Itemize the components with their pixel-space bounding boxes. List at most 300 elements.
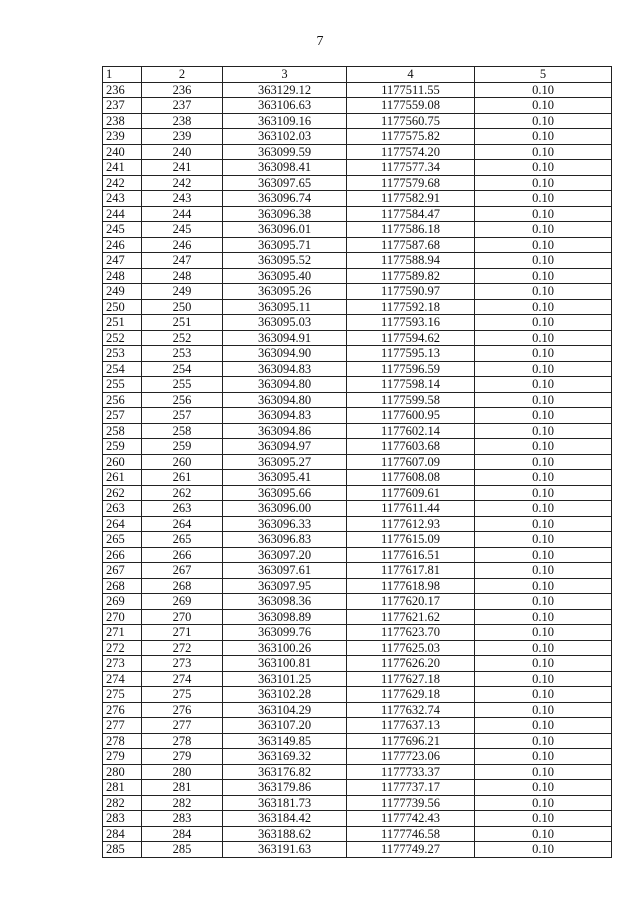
table-cell: 251 <box>103 315 142 331</box>
table-cell: 0.10 <box>475 439 612 455</box>
table-cell: 1177609.61 <box>347 485 475 501</box>
table-cell: 363184.42 <box>223 811 347 827</box>
table-cell: 363094.83 <box>223 361 347 377</box>
table-cell: 0.10 <box>475 237 612 253</box>
table-row <box>103 702 612 718</box>
table-cell: 363098.36 <box>223 594 347 610</box>
table-row <box>103 330 612 346</box>
table-cell: 1177723.06 <box>347 749 475 765</box>
table-cell: 270 <box>103 609 142 625</box>
table-cell: 363098.89 <box>223 609 347 625</box>
table-cell: 282 <box>142 795 223 811</box>
table-cell: 1177592.18 <box>347 299 475 315</box>
table-cell: 1177626.20 <box>347 656 475 672</box>
table-cell: 253 <box>103 346 142 362</box>
table-cell: 276 <box>103 702 142 718</box>
table-cell: 261 <box>103 470 142 486</box>
table-cell: 0.10 <box>475 346 612 362</box>
table-cell: 272 <box>142 640 223 656</box>
table-cell: 0.10 <box>475 144 612 160</box>
table-cell: 0.10 <box>475 392 612 408</box>
table-cell: 363149.85 <box>223 733 347 749</box>
table-cell: 265 <box>142 532 223 548</box>
table-cell: 1177612.93 <box>347 516 475 532</box>
table-row <box>103 625 612 641</box>
table-cell: 254 <box>142 361 223 377</box>
table-cell: 280 <box>142 764 223 780</box>
table-cell: 256 <box>103 392 142 408</box>
table-row <box>103 377 612 393</box>
table-cell: 0.10 <box>475 129 612 145</box>
table-cell: 0.10 <box>475 656 612 672</box>
table-cell: 0.10 <box>475 113 612 129</box>
table-cell: 363094.97 <box>223 439 347 455</box>
table-cell: 1177746.58 <box>347 826 475 842</box>
table-cell: 0.10 <box>475 563 612 579</box>
table-cell: 363097.20 <box>223 547 347 563</box>
table-cell: 1177616.51 <box>347 547 475 563</box>
table-cell: 243 <box>103 191 142 207</box>
table-header-row <box>103 67 612 83</box>
table-cell: 0.10 <box>475 175 612 191</box>
table-row <box>103 687 612 703</box>
table-cell: 363095.03 <box>223 315 347 331</box>
table-cell: 0.10 <box>475 578 612 594</box>
table-row <box>103 299 612 315</box>
table-cell: 285 <box>142 842 223 858</box>
table-cell: 0.10 <box>475 206 612 222</box>
table-cell: 247 <box>103 253 142 269</box>
table-cell: 250 <box>103 299 142 315</box>
table-cell: 1177588.94 <box>347 253 475 269</box>
table-cell: 280 <box>103 764 142 780</box>
table-cell: 0.10 <box>475 718 612 734</box>
table-cell: 0.10 <box>475 625 612 641</box>
table-cell: 0.10 <box>475 191 612 207</box>
table-cell: 1177579.68 <box>347 175 475 191</box>
table-cell: 0.10 <box>475 733 612 749</box>
table-cell: 0.10 <box>475 330 612 346</box>
table-cell: 1177737.17 <box>347 780 475 796</box>
table-cell: 283 <box>103 811 142 827</box>
table-cell: 1177632.74 <box>347 702 475 718</box>
table-cell: 0.10 <box>475 532 612 548</box>
table-cell: 0.10 <box>475 826 612 842</box>
table-cell: 277 <box>103 718 142 734</box>
table-cell: 1177589.82 <box>347 268 475 284</box>
table-cell: 363101.25 <box>223 671 347 687</box>
table-row <box>103 718 612 734</box>
table-cell: 1177584.47 <box>347 206 475 222</box>
table-cell: 1177627.18 <box>347 671 475 687</box>
table-cell: 363095.71 <box>223 237 347 253</box>
table-row <box>103 392 612 408</box>
table-cell: 284 <box>103 826 142 842</box>
table-cell: 267 <box>142 563 223 579</box>
table-cell: 363094.83 <box>223 408 347 424</box>
table-cell: 363107.20 <box>223 718 347 734</box>
table-cell: 244 <box>142 206 223 222</box>
table-row <box>103 408 612 424</box>
table-row <box>103 253 612 269</box>
table-row <box>103 671 612 687</box>
table-cell: 240 <box>103 144 142 160</box>
table-row <box>103 516 612 532</box>
table-cell: 363181.73 <box>223 795 347 811</box>
table-cell: 242 <box>103 175 142 191</box>
table-cell: 267 <box>103 563 142 579</box>
table-cell: 282 <box>103 795 142 811</box>
table-cell: 1177598.14 <box>347 377 475 393</box>
table-cell: 1177608.08 <box>347 470 475 486</box>
table-cell: 1177615.09 <box>347 532 475 548</box>
table-cell: 1177621.62 <box>347 609 475 625</box>
table-cell: 264 <box>142 516 223 532</box>
table-cell: 363096.01 <box>223 222 347 238</box>
table-cell: 363099.59 <box>223 144 347 160</box>
table-cell: 363106.63 <box>223 98 347 114</box>
table-cell: 1177749.27 <box>347 842 475 858</box>
table-cell: 1177742.43 <box>347 811 475 827</box>
table-cell: 252 <box>142 330 223 346</box>
table-cell: 1177577.34 <box>347 160 475 176</box>
table-cell: 0.10 <box>475 470 612 486</box>
table-cell: 363176.82 <box>223 764 347 780</box>
table-cell: 263 <box>103 501 142 517</box>
table-cell: 262 <box>103 485 142 501</box>
table-row <box>103 578 612 594</box>
table-cell: 255 <box>103 377 142 393</box>
table-cell: 363188.62 <box>223 826 347 842</box>
table-cell: 0.10 <box>475 454 612 470</box>
table-row <box>103 532 612 548</box>
table-cell: 249 <box>103 284 142 300</box>
table-cell: 245 <box>103 222 142 238</box>
table-cell: 1177696.21 <box>347 733 475 749</box>
table-cell: 0.10 <box>475 516 612 532</box>
table-cell: 1177599.58 <box>347 392 475 408</box>
table-row <box>103 268 612 284</box>
table-row <box>103 222 612 238</box>
table-row <box>103 191 612 207</box>
table-cell: 1177617.81 <box>347 563 475 579</box>
table-row <box>103 237 612 253</box>
table-row <box>103 284 612 300</box>
table-cell: 0.10 <box>475 315 612 331</box>
table-cell: 263 <box>142 501 223 517</box>
table-row <box>103 811 612 827</box>
table-row <box>103 780 612 796</box>
table-row <box>103 113 612 129</box>
table-cell: 241 <box>142 160 223 176</box>
coordinates-table <box>102 66 612 858</box>
table-cell: 260 <box>142 454 223 470</box>
table-cell: 363096.33 <box>223 516 347 532</box>
table-cell: 249 <box>142 284 223 300</box>
table-cell: 1177590.97 <box>347 284 475 300</box>
table-cell: 271 <box>103 625 142 641</box>
table-cell: 262 <box>142 485 223 501</box>
table-row <box>103 547 612 563</box>
table-cell: 246 <box>142 237 223 253</box>
table-cell: 363097.95 <box>223 578 347 594</box>
table-cell: 1177620.17 <box>347 594 475 610</box>
table-cell: 0.10 <box>475 423 612 439</box>
table-cell: 363095.52 <box>223 253 347 269</box>
table-cell: 1177625.03 <box>347 640 475 656</box>
table-cell: 0.10 <box>475 299 612 315</box>
table-cell: 0.10 <box>475 485 612 501</box>
table-cell: 0.10 <box>475 377 612 393</box>
table-cell: 363096.74 <box>223 191 347 207</box>
table-cell: 1177629.18 <box>347 687 475 703</box>
table-cell: 275 <box>142 687 223 703</box>
table-cell: 245 <box>142 222 223 238</box>
table-cell: 251 <box>142 315 223 331</box>
table-row <box>103 485 612 501</box>
table-cell: 0.10 <box>475 547 612 563</box>
table-cell: 1177559.08 <box>347 98 475 114</box>
table-cell: 246 <box>103 237 142 253</box>
table-cell: 266 <box>142 547 223 563</box>
table-cell: 248 <box>142 268 223 284</box>
table-cell: 1177602.14 <box>347 423 475 439</box>
table-cell: 1177575.82 <box>347 129 475 145</box>
table-cell: 273 <box>142 656 223 672</box>
table-cell: 363097.61 <box>223 563 347 579</box>
table-cell: 261 <box>142 470 223 486</box>
table-cell: 363095.26 <box>223 284 347 300</box>
table-cell: 243 <box>142 191 223 207</box>
table-row <box>103 439 612 455</box>
table-cell: 257 <box>142 408 223 424</box>
table-cell: 0.10 <box>475 795 612 811</box>
table-row <box>103 609 612 625</box>
table-cell: 1177586.18 <box>347 222 475 238</box>
table-row <box>103 160 612 176</box>
column-header: 1 <box>103 67 142 83</box>
table-cell: 270 <box>142 609 223 625</box>
table-cell: 242 <box>142 175 223 191</box>
table-cell: 236 <box>103 82 142 98</box>
table-cell: 248 <box>103 268 142 284</box>
table-cell: 276 <box>142 702 223 718</box>
table-cell: 0.10 <box>475 640 612 656</box>
table-cell: 1177587.68 <box>347 237 475 253</box>
table-row <box>103 175 612 191</box>
table-row <box>103 656 612 672</box>
table-cell: 1177603.68 <box>347 439 475 455</box>
table-cell: 363094.86 <box>223 423 347 439</box>
table-cell: 1177593.16 <box>347 315 475 331</box>
table-cell: 363094.91 <box>223 330 347 346</box>
table-cell: 0.10 <box>475 702 612 718</box>
table-cell: 0.10 <box>475 749 612 765</box>
table-row <box>103 501 612 517</box>
table-cell: 274 <box>103 671 142 687</box>
table-cell: 1177574.20 <box>347 144 475 160</box>
table-row <box>103 346 612 362</box>
table-cell: 0.10 <box>475 501 612 517</box>
table-cell: 1177511.55 <box>347 82 475 98</box>
table-cell: 0.10 <box>475 361 612 377</box>
table-cell: 0.10 <box>475 780 612 796</box>
table-cell: 1177582.91 <box>347 191 475 207</box>
column-header: 5 <box>475 67 612 83</box>
table-cell: 247 <box>142 253 223 269</box>
table-cell: 0.10 <box>475 764 612 780</box>
table-cell: 250 <box>142 299 223 315</box>
table-cell: 281 <box>142 780 223 796</box>
table-cell: 363098.41 <box>223 160 347 176</box>
table-cell: 284 <box>142 826 223 842</box>
table-cell: 363095.40 <box>223 268 347 284</box>
table-row <box>103 795 612 811</box>
table-row <box>103 842 612 858</box>
table-cell: 259 <box>142 439 223 455</box>
table-cell: 1177607.09 <box>347 454 475 470</box>
table-cell: 260 <box>103 454 142 470</box>
table-row <box>103 764 612 780</box>
table-cell: 363095.41 <box>223 470 347 486</box>
column-header: 4 <box>347 67 475 83</box>
table-cell: 363100.81 <box>223 656 347 672</box>
table-cell: 252 <box>103 330 142 346</box>
table-cell: 283 <box>142 811 223 827</box>
table-cell: 1177623.70 <box>347 625 475 641</box>
table-cell: 236 <box>142 82 223 98</box>
table-cell: 239 <box>103 129 142 145</box>
table-cell: 1177600.95 <box>347 408 475 424</box>
table-cell: 363129.12 <box>223 82 347 98</box>
table-cell: 278 <box>103 733 142 749</box>
table-cell: 244 <box>103 206 142 222</box>
table-cell: 238 <box>142 113 223 129</box>
table-cell: 363094.80 <box>223 377 347 393</box>
table-cell: 1177611.44 <box>347 501 475 517</box>
table-cell: 271 <box>142 625 223 641</box>
column-header: 3 <box>223 67 347 83</box>
table-cell: 1177560.75 <box>347 113 475 129</box>
table-cell: 265 <box>103 532 142 548</box>
table-cell: 363094.90 <box>223 346 347 362</box>
table-cell: 269 <box>103 594 142 610</box>
table-cell: 363102.28 <box>223 687 347 703</box>
table-cell: 275 <box>103 687 142 703</box>
table-cell: 238 <box>103 113 142 129</box>
table-cell: 272 <box>103 640 142 656</box>
table-cell: 0.10 <box>475 82 612 98</box>
table-cell: 258 <box>103 423 142 439</box>
table-cell: 1177739.56 <box>347 795 475 811</box>
table-cell: 255 <box>142 377 223 393</box>
table-cell: 285 <box>103 842 142 858</box>
table-row <box>103 640 612 656</box>
table-cell: 1177637.13 <box>347 718 475 734</box>
table-cell: 268 <box>142 578 223 594</box>
table-cell: 363179.86 <box>223 780 347 796</box>
table-cell: 264 <box>103 516 142 532</box>
table-cell: 363099.76 <box>223 625 347 641</box>
table-cell: 363095.27 <box>223 454 347 470</box>
table-cell: 0.10 <box>475 160 612 176</box>
table-cell: 0.10 <box>475 408 612 424</box>
table-cell: 0.10 <box>475 811 612 827</box>
table-row <box>103 206 612 222</box>
table-cell: 1177618.98 <box>347 578 475 594</box>
table-cell: 1177594.62 <box>347 330 475 346</box>
table-row <box>103 594 612 610</box>
page-number: 7 <box>316 34 324 49</box>
table-cell: 278 <box>142 733 223 749</box>
table-cell: 241 <box>103 160 142 176</box>
table-cell: 1177733.37 <box>347 764 475 780</box>
table-row <box>103 129 612 145</box>
table-cell: 258 <box>142 423 223 439</box>
table-row <box>103 82 612 98</box>
table-cell: 0.10 <box>475 253 612 269</box>
table-cell: 0.10 <box>475 687 612 703</box>
table-cell: 240 <box>142 144 223 160</box>
table-cell: 259 <box>103 439 142 455</box>
table-cell: 237 <box>103 98 142 114</box>
table-cell: 254 <box>103 361 142 377</box>
table-cell: 253 <box>142 346 223 362</box>
table-row <box>103 749 612 765</box>
table-cell: 277 <box>142 718 223 734</box>
table-cell: 363102.03 <box>223 129 347 145</box>
table-cell: 279 <box>142 749 223 765</box>
table-cell: 239 <box>142 129 223 145</box>
table-row <box>103 470 612 486</box>
table-cell: 363095.66 <box>223 485 347 501</box>
table-cell: 0.10 <box>475 268 612 284</box>
table-cell: 363096.00 <box>223 501 347 517</box>
table-row <box>103 826 612 842</box>
table-cell: 363095.11 <box>223 299 347 315</box>
table-cell: 269 <box>142 594 223 610</box>
table-cell: 0.10 <box>475 284 612 300</box>
table-cell: 0.10 <box>475 842 612 858</box>
table-row <box>103 144 612 160</box>
table-cell: 363104.29 <box>223 702 347 718</box>
table-cell: 363094.80 <box>223 392 347 408</box>
table-cell: 281 <box>103 780 142 796</box>
table-cell: 363096.38 <box>223 206 347 222</box>
table-cell: 0.10 <box>475 594 612 610</box>
table-cell: 363169.32 <box>223 749 347 765</box>
table-cell: 273 <box>103 656 142 672</box>
table-cell: 0.10 <box>475 222 612 238</box>
table-cell: 266 <box>103 547 142 563</box>
table-cell: 0.10 <box>475 671 612 687</box>
table-cell: 0.10 <box>475 98 612 114</box>
table-cell: 274 <box>142 671 223 687</box>
table-row <box>103 454 612 470</box>
table-cell: 257 <box>103 408 142 424</box>
table-cell: 363100.26 <box>223 640 347 656</box>
table-cell: 363096.83 <box>223 532 347 548</box>
table-cell: 363097.65 <box>223 175 347 191</box>
table-cell: 237 <box>142 98 223 114</box>
table-body <box>103 82 612 857</box>
table-cell: 363109.16 <box>223 113 347 129</box>
table-cell: 0.10 <box>475 609 612 625</box>
table-row <box>103 733 612 749</box>
table-cell: 256 <box>142 392 223 408</box>
table-cell: 1177595.13 <box>347 346 475 362</box>
table-cell: 1177596.59 <box>347 361 475 377</box>
